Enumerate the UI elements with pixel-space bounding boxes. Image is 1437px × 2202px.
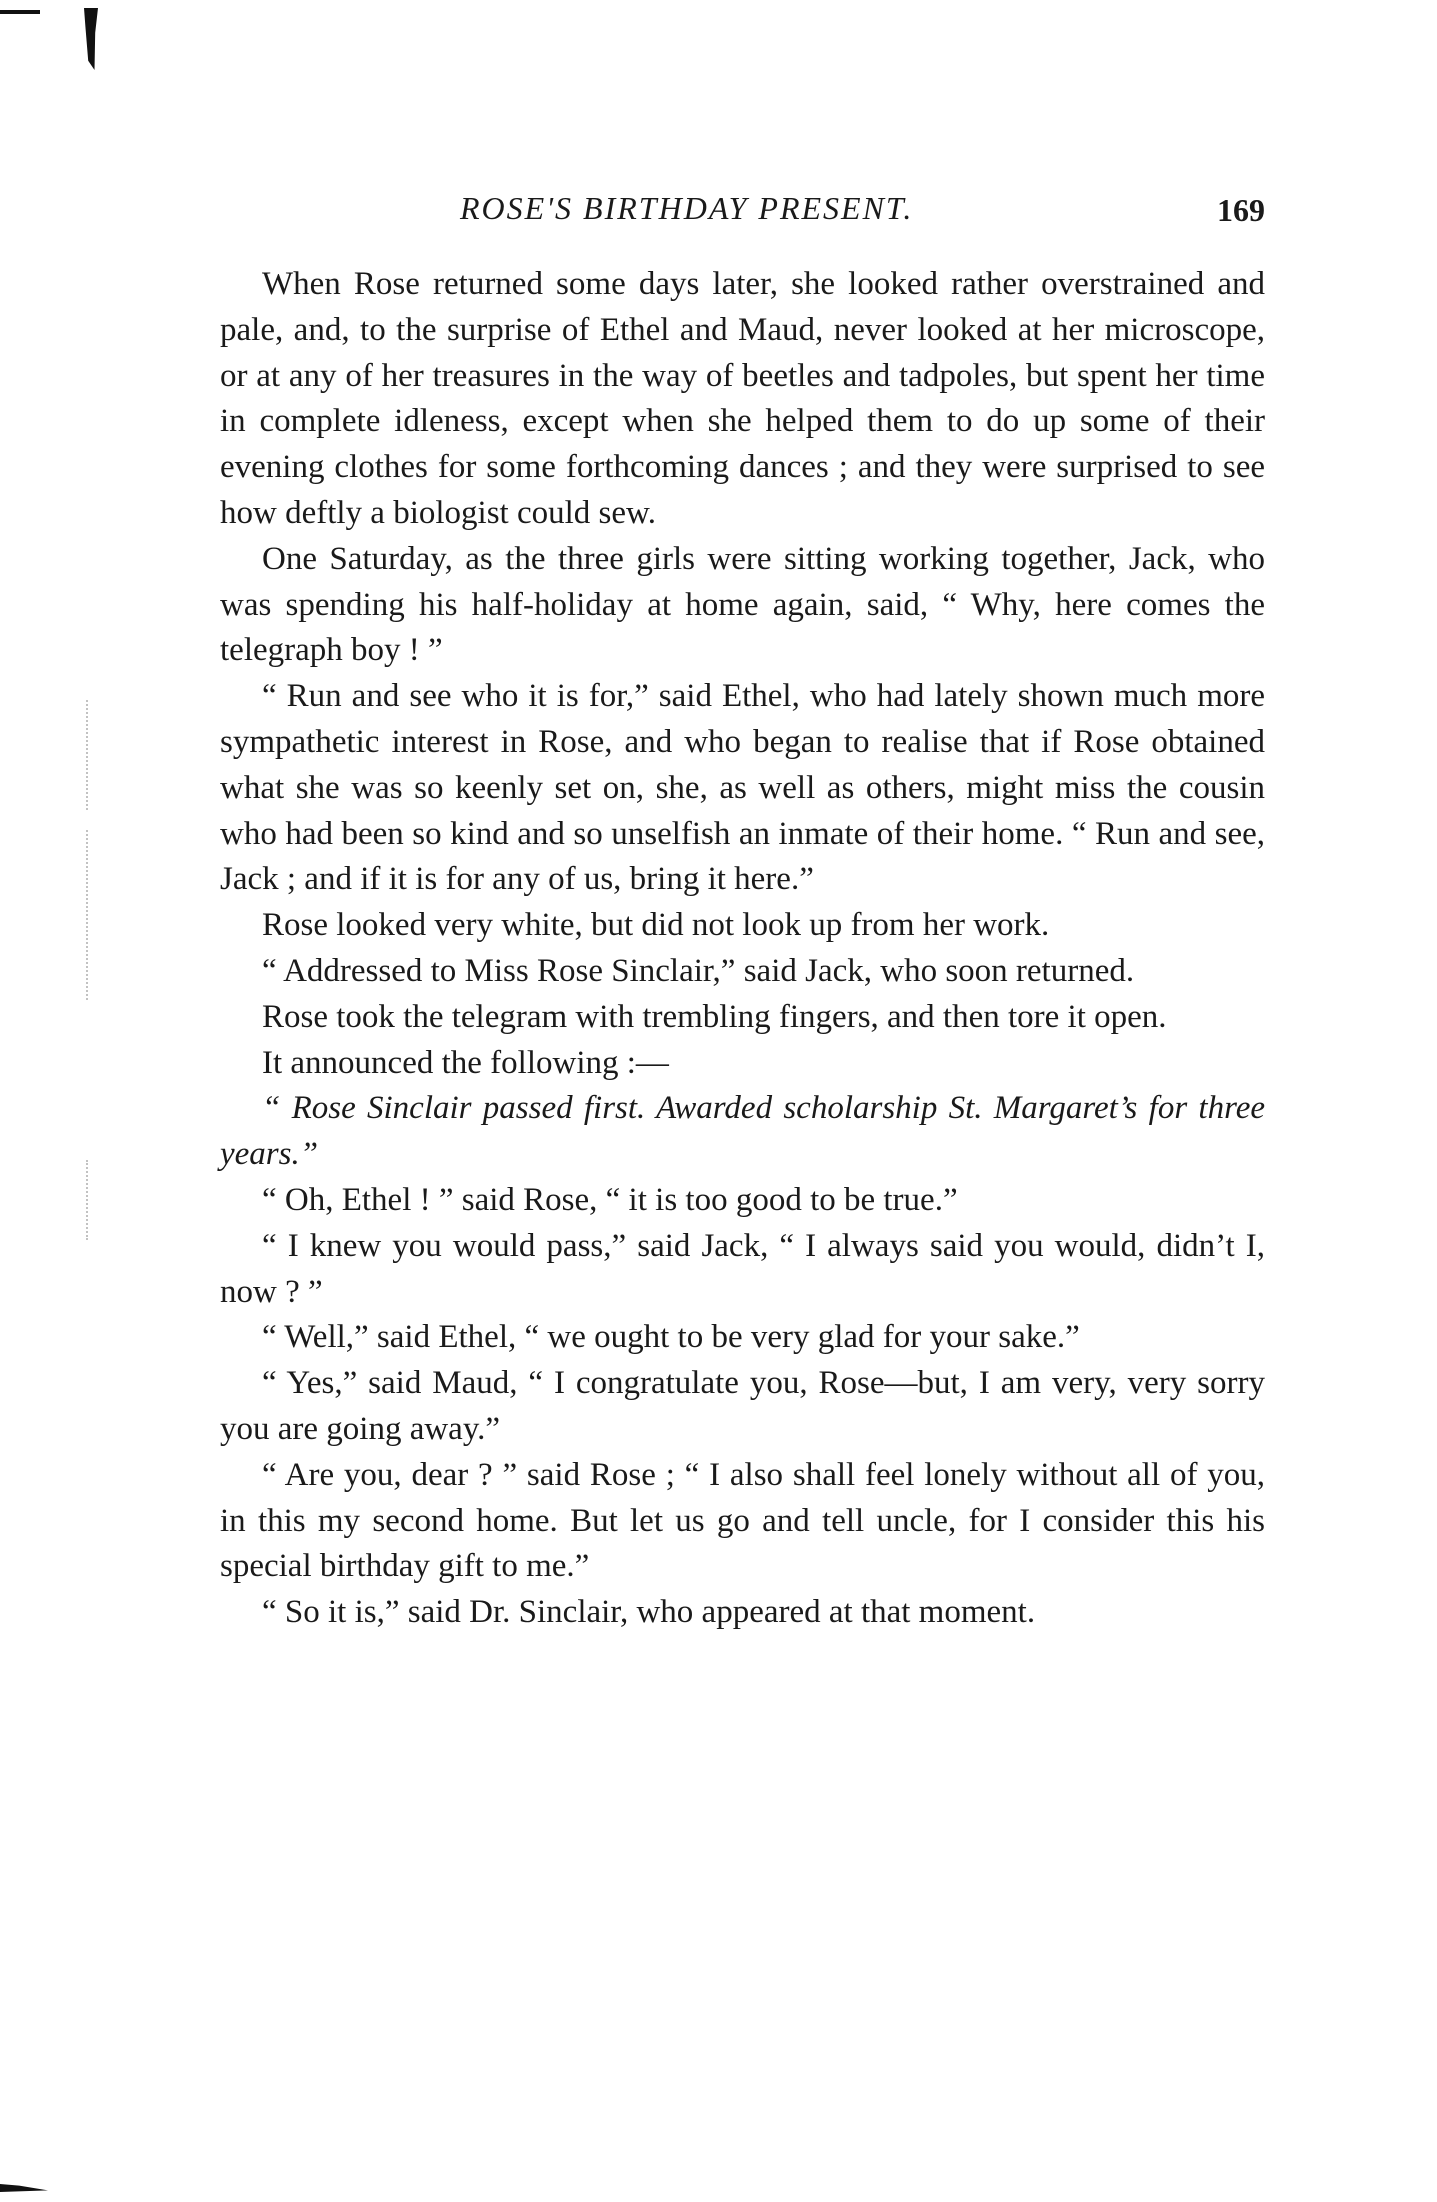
page-number: 169 bbox=[1217, 192, 1265, 228]
paragraph: When Rose returned some days later, she looked rather overstrained and pale, and, to the surprise of Ethel and Maud, never looked at her microscope, or at any of her treasures in the way of beetles and tadpoles, but spent her time in complete idleness, except when she helped them to do up some of their evening clothes for some forthcoming dances ; and they were surprised to see how deftly a biologist could sew. bbox=[220, 266, 1265, 531]
paragraph: “ Well,” said Ethel, “ we ought to be very glad for your sake.” bbox=[262, 1319, 1080, 1356]
paragraph: “ Are you, dear ? ” said Rose ; “ I also shall feel lonely without all of you, in this my second home. But let us go and tell uncle, for I consider this his special birthday gift to me.” bbox=[220, 1456, 1265, 1585]
body-text bbox=[220, 262, 1265, 1636]
telegram-text: “ Rose Sinclair passed first. Awarded scholarship St. Margaret’s for three years.” bbox=[220, 1090, 1265, 1173]
paragraph: “ Run and see who it is for,” said Ethel, who had lately shown much more sympathetic interest in Rose, and who began to realise that if Rose obtained what she was so keenly set on, she, as well as others, might miss the cousin who had been so kind and so unselfish an inmate of their home. “ Run and see, Jack ; and if it is for any of us, bring it here.” bbox=[220, 678, 1265, 898]
paragraph: “ Yes,” said Maud, “ I congratulate you, Rose—but, I am very, very sorry you are going away.” bbox=[220, 1365, 1265, 1447]
paragraph: Rose took the telegram with trembling fingers, and then tore it open. bbox=[262, 998, 1167, 1035]
paragraph: “ Oh, Ethel ! ” said Rose, “ it is too good to be true.” bbox=[262, 1181, 958, 1218]
paragraph: “ I knew you would pass,” said Jack, “ I always said you would, didn’t I, now ? ” bbox=[220, 1227, 1265, 1310]
running-title: ROSE'S BIRTHDAY PRESENT. bbox=[460, 190, 914, 226]
paragraph: One Saturday, as the three girls were sitting working together, Jack, who was spending his half-holiday at home again, said, “ Why, here comes the telegraph boy ! ” bbox=[220, 540, 1265, 669]
gutter-speckle bbox=[86, 1160, 92, 1240]
paragraph: “ So it is,” said Dr. Sinclair, who appeared at that moment. bbox=[262, 1594, 1036, 1631]
scan-edge-mark bbox=[0, 10, 40, 14]
paragraph: It announced the following :— bbox=[262, 1044, 669, 1081]
gutter-speckle bbox=[86, 830, 92, 1000]
paragraph: Rose looked very white, but did not look up from her work. bbox=[262, 907, 1050, 944]
scan-edge-mark-bottom bbox=[0, 2184, 48, 2192]
gutter-speckle bbox=[86, 700, 92, 810]
scan-ink-blot bbox=[84, 8, 98, 70]
page-header bbox=[220, 190, 1265, 240]
paragraph: “ Addressed to Miss Rose Sinclair,” said Jack, who soon returned. bbox=[262, 952, 1135, 989]
